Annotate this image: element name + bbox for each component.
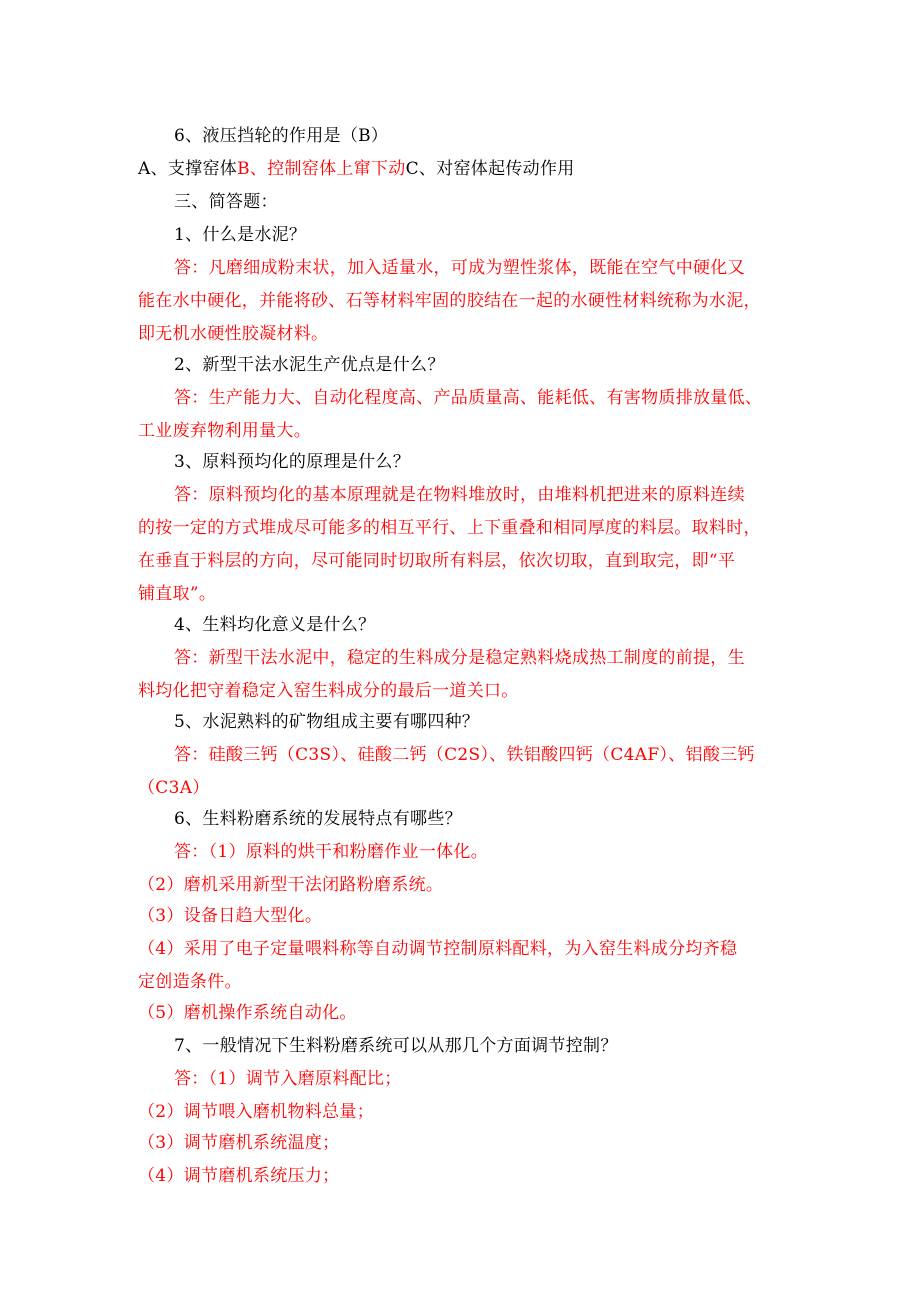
answer-7-line: （2）调节喂入磨机物料总量； [138, 1102, 375, 1122]
question-5: 5、水泥熟料的矿物组成主要有哪四种？ [174, 712, 480, 732]
answer-7-line: 答：（1）调节入磨原料配比； [174, 1069, 402, 1089]
answer-1-line: 答：凡磨细成粉末状，加入适量水，可成为塑性浆体，既能在空气中硬化又 [174, 258, 745, 278]
answer-6-line: 答：（1）原料的烘干和粉磨作业一体化。 [174, 842, 489, 862]
section-heading: 三、简答题： [174, 192, 278, 212]
answer-4-line: 答：新型干法水泥中，稳定的生料成分是稳定熟料烧成热工制度的前提，生 [174, 648, 745, 668]
option-a: A、支撑窑体 [138, 159, 238, 179]
answer-6-line: （4）采用了电子定量喂料称等自动调节控制原料配料，为入窑生料成分均齐稳 [138, 939, 738, 959]
mc-options-6 [138, 159, 575, 179]
question-1: 1、什么是水泥？ [174, 225, 307, 245]
answer-5-line: （C3A） [138, 778, 210, 798]
answer-3-line: 答：原料预均化的基本原理就是在物料堆放时，由堆料机把进来的原料连续 [174, 485, 745, 505]
answer-3-line: 的按一定的方式堆成尽可能多的相互平行、上下重叠和相同厚度的料层。取料时， [138, 518, 761, 538]
answer-7-line: （4）调节磨机系统压力； [138, 1166, 340, 1186]
question-2: 2、新型干法水泥生产优点是什么？ [174, 355, 445, 375]
answer-1-line: 能在水中硬化，并能将砂、石等材料牢固的胶结在一起的水硬性材料统称为水泥， [138, 291, 761, 311]
question-4: 4、生料均化意义是什么？ [174, 615, 376, 635]
answer-3-line: 铺直取”。 [138, 584, 217, 604]
mc-question-6: 6、液压挡轮的作用是（B） [174, 126, 389, 146]
answer-6-line: 定创造条件。 [138, 972, 242, 992]
answer-5-line: 答：硅酸三钙（C3S）、硅酸二钙（C2S）、铁铝酸四钙（C4AF）、铝酸三钙 [174, 745, 755, 765]
answer-3-line: 在垂直于料层的方向，尽可能同时切取所有料层，依次切取，直到取完，即“平 [138, 551, 736, 571]
answer-7-line: （3）调节磨机系统温度； [138, 1133, 340, 1153]
option-b-correct: B、控制窑体上窜下动 [237, 159, 406, 179]
answer-6-line: （2）磨机采用新型干法闭路粉磨系统。 [138, 875, 444, 895]
answer-4-line: 料均化把守着稳定入窑生料成分的最后一道关口。 [138, 681, 519, 701]
answer-6-line: （3）设备日趋大型化。 [138, 906, 323, 926]
answer-2-line: 答：生产能力大、自动化程度高、产品质量高、能耗低、有害物质排放量低、 [174, 388, 763, 408]
question-6: 6、生料粉磨系统的发展特点有哪些？ [174, 809, 462, 829]
answer-6-line: （5）磨机操作系统自动化。 [138, 1003, 357, 1023]
answer-2-line: 工业废弃物利用量大。 [138, 421, 311, 441]
question-3: 3、原料预均化的原理是什么？ [174, 452, 411, 472]
answer-1-line: 即无机水硬性胶凝材料。 [138, 324, 329, 344]
question-7: 7、一般情况下生料粉磨系统可以从那几个方面调节控制？ [174, 1036, 618, 1056]
option-c: C、对窑体起传动作用 [405, 159, 575, 179]
